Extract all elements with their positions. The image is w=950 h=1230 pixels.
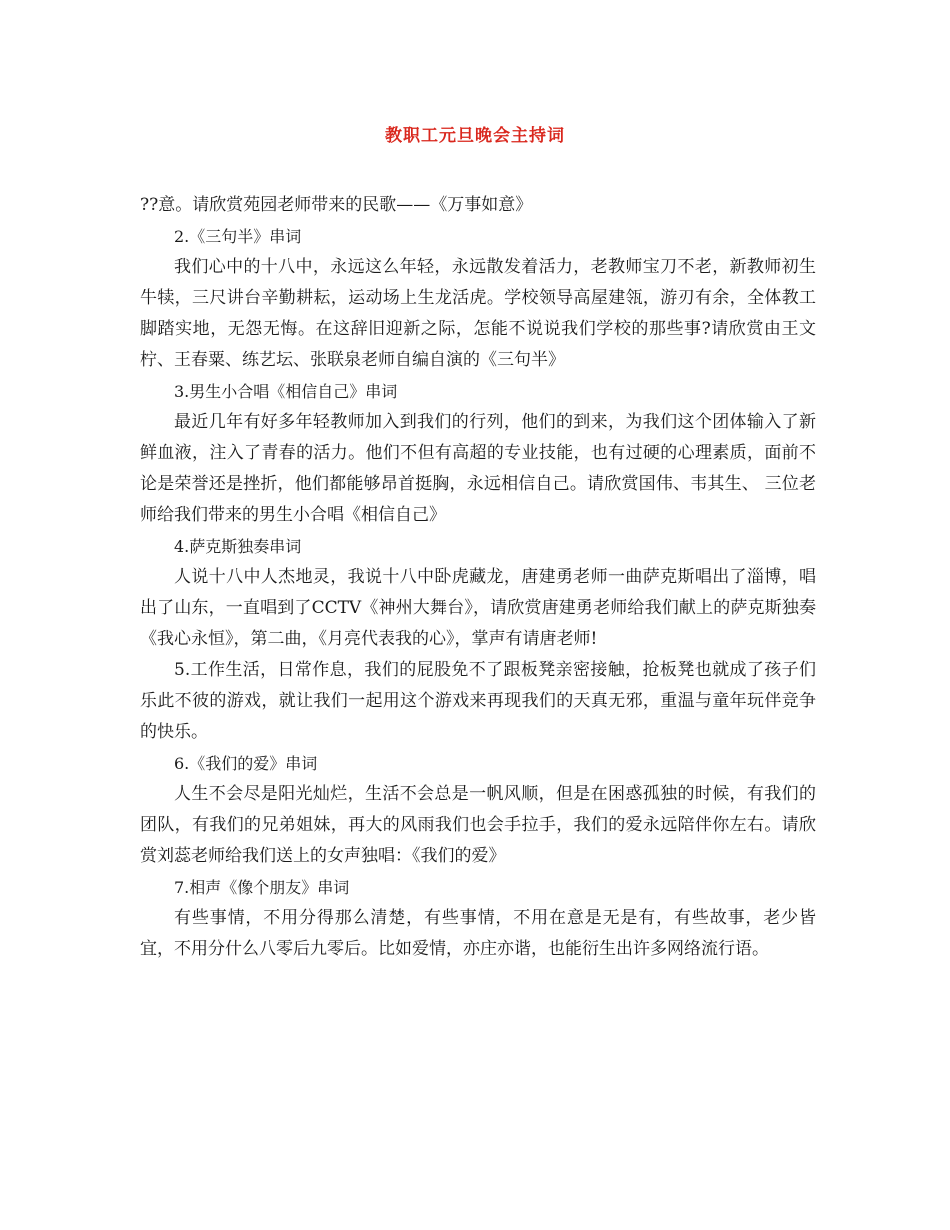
section-heading-2: 2.《三句半》串词 [174, 227, 302, 246]
section-paragraph-6: 人生不会尽是阳光灿烂，生活不会总是一帆风顺，但是在困惑孤独的时候，有我们的团队，有我们的兄弟姐妹，再大的风雨我们也会手拉手，我们的爱永远陪伴你左右。请欣赏刘蕊老师给我们送上的女声独唱：《我们的爱》 [140, 784, 816, 866]
section-paragraph-4: 人说十八中人杰地灵，我说十八中卧虎藏龙，唐建勇老师一曲萨克斯唱出了淄博，唱出了山东，一直唱到了CCTV《神州大舞台》，请欣赏唐建勇老师给我们献上的萨克斯独奏《我心永恒》，第二曲，《月亮代表我的心》，掌声有请唐老师! [140, 567, 816, 649]
section-paragraph-7: 有些事情，不用分得那么清楚，有些事情，不用在意是无是有，有些故事，老少皆宜，不用分什么八零后九零后。比如爱情，亦庄亦谐，也能衍生出许多网络流行语。 [140, 908, 816, 959]
section-heading-3: 3.男生小合唱《相信自己》串词 [174, 382, 398, 401]
section-paragraph-3: 最近几年有好多年轻教师加入到我们的行列，他们的到来，为我们这个团体输入了新鲜血液，注入了青春的活力。他们不但有高超的专业技能，也有过硬的心理素质，面前不论是荣誉还是挫折，他们都能够昂首挺胸，永远相信自己。请欣赏国伟、韦其生、 三位老师给我们带来的男生小合唱《相信自己》 [140, 412, 816, 525]
intro-paragraph: ??意。请欣赏苑园老师带来的民歌——《万事如意》 [140, 195, 533, 215]
document-body [140, 190, 816, 965]
document-title: 教职工元旦晚会主持词 [385, 126, 565, 146]
section-heading-6: 6.《我们的爱》串词 [174, 754, 318, 773]
section-paragraph-5: 5.工作生活，日常作息，我们的屁股免不了跟板凳亲密接触，抢板凳也就成了孩子们乐此不彼的游戏，就让我们一起用这个游戏来再现我们的天真无邪，重温与童年玩伴竞争的快乐。 [140, 660, 816, 742]
section-heading-7: 7.相声《像个朋友》串词 [174, 878, 350, 897]
section-heading-4: 4.萨克斯独奏串词 [174, 537, 302, 556]
section-paragraph-2: 我们心中的十八中，永远这么年轻，永远散发着活力，老教师宝刀不老，新教师初生牛犊，三尺讲台辛勤耕耘，运动场上生龙活虎。学校领导高屋建瓴，游刃有余，全体教工脚踏实地，无怨无悔。在这辞旧迎新之际，怎能不说说我们学校的那些事?请欣赏由王文柠、王春粟、练艺坛、张联泉老师自编自演的《三句半》 [140, 257, 816, 370]
